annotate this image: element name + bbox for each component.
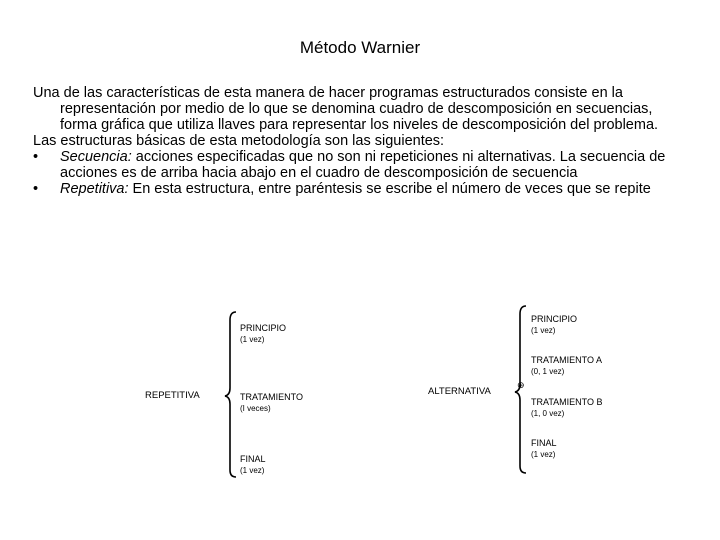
repetitiva-brace	[225, 312, 236, 477]
alternativa-item-label: TRATAMIENTO A	[531, 355, 603, 365]
bullet-text: En esta estructura, entre paréntesis se escribe el número de veces que se repite	[128, 181, 651, 197]
bullet-text: acciones especificadas que no son ni repeticiones ni alternativas. La secuencia de acciones es de arriba hacia abajo en el cuadro de descomposición de secuencia	[60, 149, 666, 181]
alternativa-item-sub: (1 vez)	[531, 450, 556, 459]
slide-title: Método Warnier	[299, 38, 421, 57]
alternativa-item-label: FINAL	[531, 438, 557, 448]
repetitiva-main-label: REPETITIVA	[145, 390, 200, 401]
alternativa-item-label: TRATAMIENTO B	[531, 397, 603, 407]
alternativa-item-sub: (0, 1 vez)	[531, 367, 565, 376]
bullet-marker: •	[33, 181, 39, 197]
bullet-term: Repetitiva:	[60, 181, 129, 197]
diagram-repetitiva	[145, 312, 303, 477]
bullet-term: Secuencia:	[60, 149, 132, 165]
repetitiva-item-sub: (1 vez)	[240, 466, 265, 475]
alternativa-item-sub: (1, 0 vez)	[531, 409, 565, 418]
bullet-marker: •	[33, 149, 39, 165]
alternativa-main-label: ALTERNATIVA	[428, 386, 491, 397]
repetitiva-item-label: FINAL	[240, 454, 266, 464]
structures-intro: Las estructuras básicas de esta metodología son las siguientes:	[33, 133, 445, 149]
repetitiva-item-sub: (1 vez)	[240, 335, 265, 344]
repetitiva-item-label: TRATAMIENTO	[240, 392, 303, 402]
alternativa-separator-symbol: ⊕	[517, 380, 525, 390]
intro-paragraph: Una de las características de esta manera de hacer programas estructurados consiste en la representación por medio de lo que se denomina cuadro de descomposición en secuencias, forma gráfica que utiliza llaves para representar los niveles de descomposición del problema.	[33, 85, 659, 133]
repetitiva-item-sub: (I veces)	[240, 404, 271, 413]
alternativa-item-sub: (1 vez)	[531, 326, 556, 335]
diagram-alternativa	[428, 306, 603, 473]
repetitiva-item-label: PRINCIPIO	[240, 323, 287, 333]
alternativa-item-label: PRINCIPIO	[531, 314, 578, 324]
